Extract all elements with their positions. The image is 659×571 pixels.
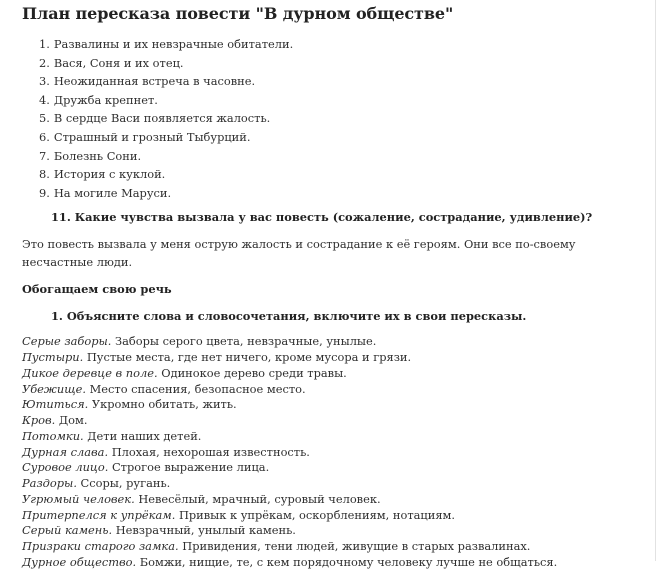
vocabulary-term: Серый камень. xyxy=(22,523,113,538)
vocabulary-list xyxy=(22,334,649,570)
plan-item-number: 1. xyxy=(39,37,50,51)
vocabulary-item xyxy=(22,366,649,382)
task-heading: 1. Объясните слова и словосочетания, включите их в свои пересказы. xyxy=(51,309,527,324)
vocabulary-definition: Привидения, тени людей, живущие в старых развалинах. xyxy=(178,539,531,554)
vocabulary-item xyxy=(22,397,649,413)
vocabulary-definition: Место спасения, безопасное место. xyxy=(85,381,306,396)
vocabulary-definition: Дети наших детей. xyxy=(83,428,202,443)
vocabulary-item xyxy=(22,382,649,398)
vocabulary-term: Призраки старого замка. xyxy=(22,539,179,554)
vocabulary-definition: Одинокое дерево среди травы. xyxy=(157,365,347,380)
vocabulary-definition: Бомжи, нищие, те, с кем порядочному человеку лучше не общаться. xyxy=(136,554,558,569)
vocabulary-term: Дикое деревце в поле. xyxy=(22,365,158,380)
vocabulary-definition: Строгое выражение лица. xyxy=(108,460,270,475)
plan-item-number: 2. xyxy=(39,55,50,70)
plan-item-text: Вася, Соня и их отец. xyxy=(53,55,184,70)
vocabulary-term: Потомки. xyxy=(22,428,84,443)
plan-item xyxy=(39,184,649,203)
vocabulary-term: Дурная слава. xyxy=(22,444,109,459)
plan-item-number: 6. xyxy=(39,129,50,144)
vocabulary-definition: Дом. xyxy=(55,413,88,428)
vocabulary-definition: Ссоры, ругань. xyxy=(76,476,171,491)
answer-paragraph: Это повесть вызвала у меня острую жалость и сострадание к её героям. Они все по-своему несчастные люди. xyxy=(22,237,576,270)
plan-item xyxy=(39,128,649,147)
plan-item-text: Неожиданная встреча в часовне. xyxy=(53,74,256,89)
vocabulary-item xyxy=(22,523,649,539)
vocabulary-item xyxy=(22,350,649,366)
vocabulary-item xyxy=(22,413,649,429)
plan-item-number: 9. xyxy=(39,185,50,200)
plan-item-number: 3. xyxy=(39,74,50,89)
vocabulary-definition: Плохая, нехорошая известность. xyxy=(108,444,310,459)
vocabulary-term: Суровое лицо. xyxy=(22,460,109,475)
plan-item xyxy=(39,72,649,91)
plan-item xyxy=(39,91,649,110)
plan-item-text: На могиле Маруси. xyxy=(53,185,172,200)
vocabulary-definition: Пустые места, где нет ничего, кроме мусора и грязи. xyxy=(83,350,412,365)
vocabulary-item xyxy=(22,492,649,508)
section-heading: Обогащаем свою речь xyxy=(22,282,172,297)
vocabulary-item xyxy=(22,429,649,445)
question-heading: 11. Какие чувства вызвала у вас повесть (сожаление, сострадание, удивление)? xyxy=(51,210,593,225)
plan-item xyxy=(39,54,649,73)
vocabulary-definition: Укромно обитать, жить. xyxy=(88,397,237,412)
vocabulary-term: Ютиться. xyxy=(22,397,89,412)
vocabulary-item xyxy=(22,476,649,492)
plan-item-text: Дружба крепнет. xyxy=(53,92,158,107)
plan-list xyxy=(22,35,649,202)
vocabulary-item xyxy=(22,460,649,476)
plan-item-number: 5. xyxy=(39,111,50,126)
plan-item-text: Развалины и их невзрачные обитатели. xyxy=(53,37,294,51)
vocabulary-term: Серые заборы. xyxy=(22,334,112,349)
vocabulary-term: Раздоры. xyxy=(22,476,77,491)
plan-item xyxy=(39,147,649,166)
plan-item-text: Болезнь Сони. xyxy=(53,148,142,163)
plan-item-text: Страшный и грозный Тыбурций. xyxy=(53,129,251,144)
plan-item-number: 8. xyxy=(39,167,50,182)
vocabulary-item xyxy=(22,508,649,524)
vocabulary-definition: Невесёлый, мрачный, суровый человек. xyxy=(134,491,381,506)
vocabulary-term: Кров. xyxy=(22,413,56,428)
page-border xyxy=(655,0,656,561)
vocabulary-item xyxy=(22,539,649,555)
plan-item-number: 7. xyxy=(39,148,50,163)
plan-item-text: В сердце Васи появляется жалость. xyxy=(53,111,271,126)
vocabulary-definition: Невзрачный, унылый камень. xyxy=(112,523,296,538)
plan-item-number: 4. xyxy=(39,92,50,107)
vocabulary-definition: Заборы серого цвета, невзрачные, унылые. xyxy=(111,334,377,349)
vocabulary-term: Пустыри. xyxy=(22,350,84,365)
plan-item xyxy=(39,165,649,184)
vocabulary-item xyxy=(22,445,649,461)
vocabulary-item xyxy=(22,555,649,571)
vocabulary-term: Дурное общество. xyxy=(22,554,137,569)
vocabulary-definition: Привык к упрёкам, оскорблениям, нотациям. xyxy=(175,507,455,522)
plan-item-text: История с куклой. xyxy=(53,167,166,182)
vocabulary-item xyxy=(22,334,649,350)
plan-item xyxy=(39,109,649,128)
vocabulary-term: Угрюмый человек. xyxy=(22,491,135,506)
page-title: План пересказа повести "В дурном обществе" xyxy=(22,4,454,23)
plan-item xyxy=(39,35,649,54)
vocabulary-term: Убежище. xyxy=(22,381,86,396)
vocabulary-term: Притерпелся к упрёкам. xyxy=(22,507,176,522)
